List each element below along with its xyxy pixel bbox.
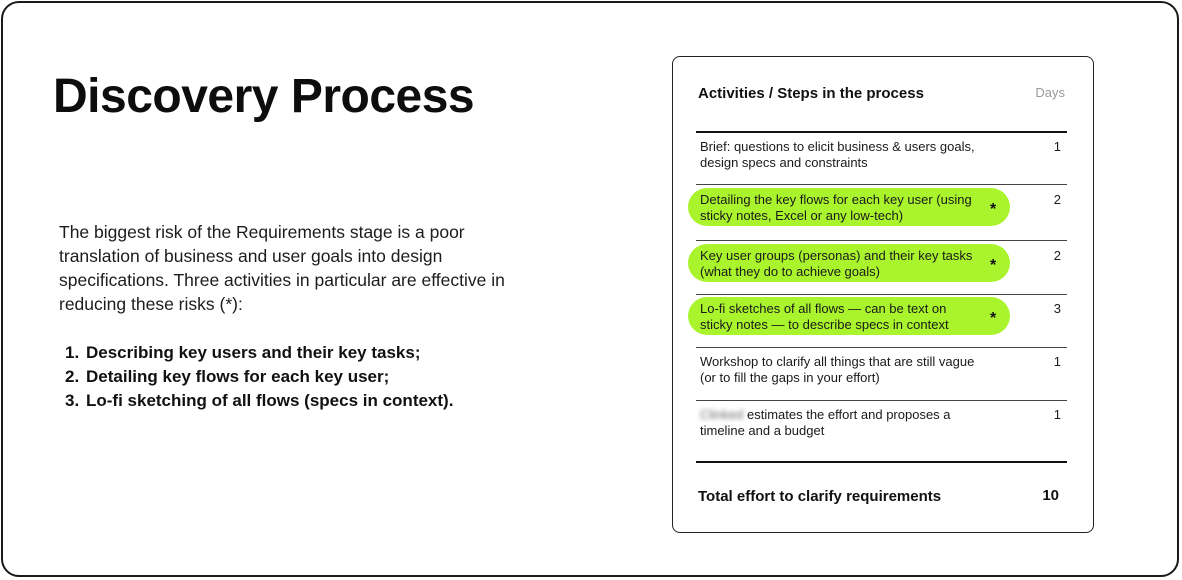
total-effort-label: Total effort to clarify requirements (698, 488, 942, 505)
total-effort-value: 10 (1042, 487, 1059, 504)
row-activity-text: Detailing the key flows for each key user (using sticky notes, Excel or any low-tech) (700, 192, 972, 223)
row-days-value: 1 (1053, 407, 1061, 422)
list-item-label: Describing key users and their key tasks; (86, 343, 421, 362)
row-divider (696, 347, 1067, 348)
row-activity-text: Key user groups (personas) and their key tasks (what they do to achieve goals) (700, 248, 973, 279)
row-activity-text: Lo-fi sketches of all flows — can be text on sticky notes — to describe specs in context (700, 301, 949, 332)
row-days-value: 2 (1053, 192, 1061, 207)
list-item (65, 389, 453, 413)
blurred-company-name: Clinked (700, 407, 744, 422)
intro-paragraph: The biggest risk of the Requirements stage is a poor translation of business and user goals into design specifications. Three activities in particular are effective in reducing these risks (*): (59, 222, 505, 314)
asterisk-marker: * (990, 201, 997, 218)
row-divider (696, 184, 1067, 185)
row-activity-text-rest: estimates the effort and proposes a timeline and a budget (700, 407, 951, 438)
table-header-days: Days (1035, 85, 1065, 100)
row-days-value: 3 (1053, 301, 1061, 316)
row-days-value: 1 (1053, 354, 1061, 369)
list-item-number: 3. (65, 391, 80, 410)
row-activity-text (700, 407, 980, 439)
list-item-label: Detailing key flows for each key user; (86, 367, 390, 386)
table-header-activity: Activities / Steps in the process (698, 85, 924, 102)
list-item-label: Lo-fi sketching of all flows (specs in context). (86, 391, 454, 410)
list-item-number: 2. (65, 367, 80, 386)
row-activity-text: Workshop to clarify all things that are still vague (or to fill the gaps in your effort) (700, 354, 975, 385)
row-divider (696, 294, 1067, 295)
row-divider (696, 400, 1067, 401)
row-days-value: 2 (1053, 248, 1061, 263)
list-item-number: 1. (65, 343, 80, 362)
page-title: Discovery Process (53, 70, 475, 123)
total-divider (696, 461, 1067, 463)
list-item (65, 341, 453, 365)
asterisk-marker: * (990, 257, 997, 274)
list-item (65, 365, 453, 389)
process-table-card (672, 56, 1094, 533)
row-days-value: 1 (1053, 139, 1061, 154)
slide-frame (1, 1, 1179, 577)
key-activities-list (65, 341, 453, 413)
header-divider (696, 131, 1067, 133)
row-activity-text: Brief: questions to elicit business & users goals, design specs and constraints (700, 139, 975, 170)
row-divider (696, 240, 1067, 241)
asterisk-marker: * (990, 310, 997, 327)
